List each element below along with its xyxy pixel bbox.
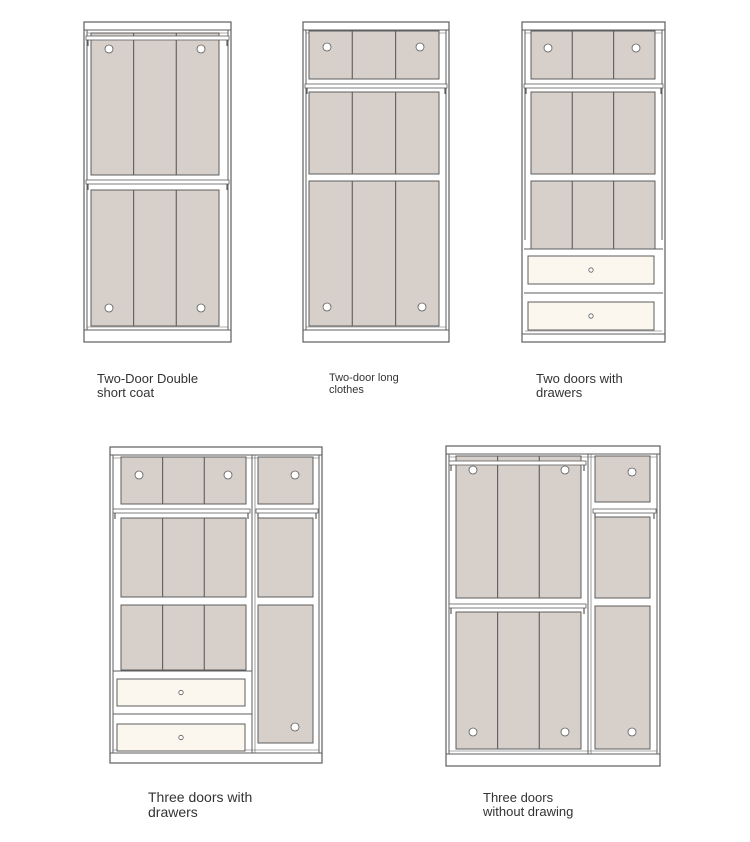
hanging-rail [449, 604, 586, 608]
door-panel [309, 181, 352, 326]
wardrobe-two-door-long-clothes [303, 22, 449, 342]
caption-three-doors-without-drawing: Three doors without drawing [483, 790, 574, 819]
door-knob [105, 304, 113, 312]
door-panel [539, 456, 581, 598]
door-panel [396, 181, 439, 326]
door-knob [197, 45, 205, 53]
door-panel [572, 31, 613, 79]
wardrobe-three-doors-with-drawers [110, 447, 322, 763]
door-knob [224, 471, 232, 479]
door-panel [352, 92, 395, 174]
door-panel [614, 181, 655, 249]
door-knob [469, 728, 477, 736]
hanging-rail [86, 36, 229, 40]
door-panel [258, 518, 313, 597]
door-panel [572, 181, 613, 249]
door-panel [614, 31, 655, 79]
door-panel [163, 605, 205, 670]
door-panel [163, 518, 205, 597]
door-panel [498, 612, 540, 749]
door-panel [91, 33, 134, 175]
door-panel [595, 606, 650, 749]
door-panel [456, 612, 498, 749]
hanging-rail [449, 461, 586, 465]
wardrobe-two-doors-with-drawers [522, 22, 665, 342]
wardrobe-three-doors-without-drawing [446, 446, 660, 766]
caption-two-door-double-short-coat: Two-Door Double short coat [97, 371, 199, 400]
door-knob [291, 723, 299, 731]
hanging-rail [593, 509, 656, 513]
door-panel [595, 517, 650, 598]
door-panel [134, 33, 177, 175]
door-knob [418, 303, 426, 311]
door-panel [258, 457, 313, 504]
door-panel [498, 456, 540, 598]
caption-two-doors-with-drawers: Two doors with drawers [536, 371, 623, 400]
hanging-rail [256, 509, 318, 513]
hanging-rail [113, 509, 250, 513]
door-panel [572, 92, 613, 174]
door-panel [531, 92, 572, 174]
caption-three-doors-with-drawers: Three doors with drawers [148, 789, 253, 820]
door-panel [456, 456, 498, 598]
door-panel [121, 457, 163, 504]
hanging-rail [86, 180, 229, 184]
door-panel [204, 457, 246, 504]
door-panel [204, 605, 246, 670]
door-knob [323, 43, 331, 51]
door-panel [531, 31, 572, 79]
door-panel [121, 605, 163, 670]
door-knob [632, 44, 640, 52]
door-knob [179, 690, 183, 694]
door-panel [531, 181, 572, 249]
door-knob [323, 303, 331, 311]
door-knob [291, 471, 299, 479]
door-panel [396, 92, 439, 174]
door-knob [589, 314, 593, 318]
door-panel [163, 457, 205, 504]
door-panel [204, 518, 246, 597]
door-knob [628, 728, 636, 736]
door-panel [134, 190, 177, 326]
door-panel [614, 92, 655, 174]
door-knob [544, 44, 552, 52]
door-panel [258, 605, 313, 743]
door-knob [561, 728, 569, 736]
door-panel [176, 33, 219, 175]
door-panel [352, 181, 395, 326]
door-knob [628, 468, 636, 476]
door-panel [539, 612, 581, 749]
door-panel [309, 92, 352, 174]
door-panel [396, 31, 439, 79]
hanging-rail [305, 84, 447, 88]
door-knob [197, 304, 205, 312]
door-panel [352, 31, 395, 79]
door-knob [179, 735, 183, 739]
door-knob [105, 45, 113, 53]
door-panel [121, 518, 163, 597]
door-knob [561, 466, 569, 474]
door-knob [135, 471, 143, 479]
door-panel [309, 31, 352, 79]
door-knob [469, 466, 477, 474]
door-knob [589, 268, 593, 272]
door-panel [595, 456, 650, 502]
hanging-rail [524, 84, 663, 88]
wardrobe-two-door-double-short-coat [84, 22, 231, 342]
door-knob [416, 43, 424, 51]
caption-two-door-long-clothes: Two-door long clothes [329, 372, 399, 396]
